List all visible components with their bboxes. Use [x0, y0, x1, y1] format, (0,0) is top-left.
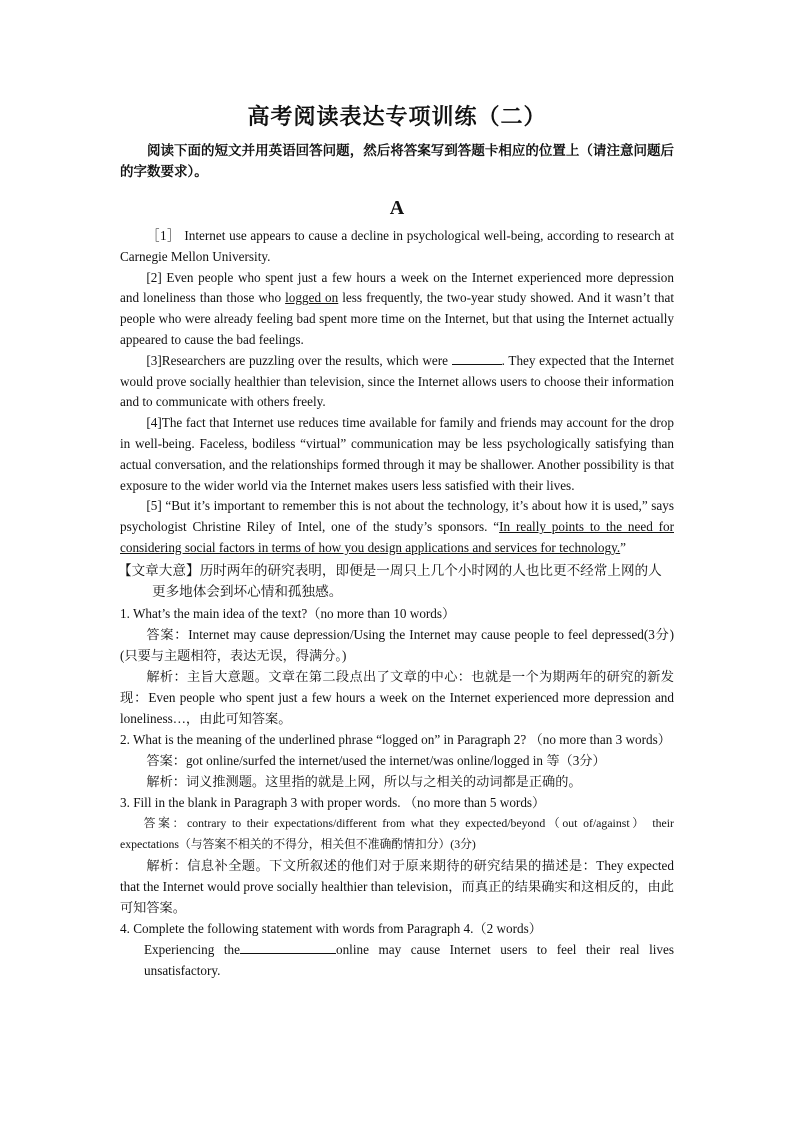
analysis-2: 解析：词义推测题。这里指的就是上网，所以与之相关的动词都是正确的。 — [146, 773, 582, 789]
paragraph-2: [2] Even people who spent just a few hours a week on the Internet experienced more depression and loneliness than those who logged on less frequently, the two-year study showed. And it wasn’t that people who were already feeling bad spent more time on the Internet, but that using the Internet actually appeared to cause the bad feelings. — [120, 269, 674, 347]
document-title: 高考阅读表达专项训练（二） — [247, 104, 547, 130]
article-summary: 【文章大意】历时两年的研究表明，即便是一周只上几个小时网的人也比更不经常上网的人 更多地体会到坏心情和孤独感。 — [118, 562, 662, 600]
summary-label: 【文章大意】 — [118, 562, 200, 579]
paragraph-5: [5] “But it’s important to remember this is not about the technology, it’s about how it is used,” says psychologist Christine Riley of Intel, one of the study’s sponsors. “In really points to the need for considering social factors in terms of how you design applications and services for technology.” — [120, 498, 674, 555]
instructions: 阅读下面的短文并用英语回答问题，然后将答案写到答题卡相应的位置上（请注意问题后的字数要求）。 — [120, 143, 674, 180]
document-page — [120, 100, 674, 981]
question-4: 4. Complete the following statement with words from Paragraph 4.（2 words） — [120, 920, 542, 936]
question-3: 3. Fill in the blank in Paragraph 3 with proper words. （no more than 5 words） — [120, 794, 546, 810]
answer-2: 答案：got online/surfed the internet/used the internet/was online/logged in 等（3分） — [146, 752, 606, 768]
answer-1: 答案：Internet may cause depression/Using the Internet may cause people to feel depressed(3分)(只要与主题相符，表达无误，得满分。) — [120, 626, 674, 663]
question-2: 2. What is the meaning of the underlined phrase “logged on” in Paragraph 2? （no more than 3 words） — [120, 731, 671, 747]
section-label: A — [389, 197, 405, 219]
paragraph-3: [3]Researchers are puzzling over the results, which were . They expected that the Internet would prove socially healthier than television, since the Internet allows users to choose their information and to communicate with others freely. — [120, 352, 674, 410]
underlined-sentence: In really points to the need for considering social factors in terms of how you design applications and services for technology. — [120, 519, 674, 555]
statement-4: Experiencing the online may cause Internet users to feel their real lives unsatisfactory. — [144, 941, 674, 978]
analysis-3: 解析：信息补全题。下文所叙述的他们对于原来期待的研究结果的描述是：They expected that the Internet would prove socially healthier than television，而真正的结果确实和这相反的，由此可知答案。 — [120, 857, 674, 915]
analysis-1: 解析：主旨大意题。文章在第二段点出了文章的中心：也就是一个为期两年的研究的新发现：Even people who spent just a few hours a week on the Internet experienced more depression and loneliness…，由此可知答案。 — [120, 668, 674, 726]
question-1: 1. What’s the main idea of the text?（no more than 10 words） — [120, 605, 456, 621]
paragraph-1: ［1］ Internet use appears to cause a decline in psychological well-being, according to research at Carnegie Mellon University. — [120, 228, 674, 264]
answer-3: 答案：contrary to their expectations/different from what they expected/beyond（out of/against） their expectations（与答案不相关的不得分，相关但不准确酌情扣分）(3分) — [120, 815, 674, 851]
paragraph-4: [4]The fact that Internet use reduces time available for family and friends may account for the drop in well-being. Faceless, bodiless “virtual” communication may be less psychologically satisfying than actual conversation, and the relationships formed through it may be shallower. Another possibility is that exposure to the wider world via the Internet makes users less satisfied with their lives. — [120, 415, 674, 493]
underlined-phrase: logged on — [285, 290, 339, 306]
fill-blank — [452, 352, 502, 365]
fill-blank-4 — [240, 941, 336, 954]
